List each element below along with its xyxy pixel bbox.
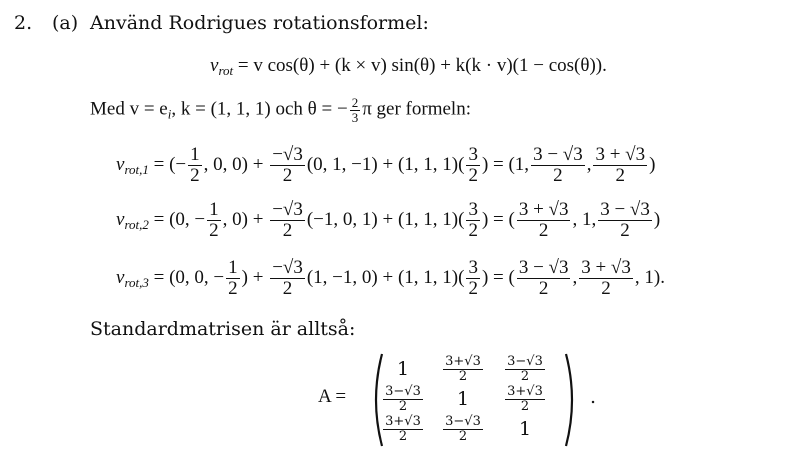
matrix-cell-3-3: 1 <box>518 418 532 440</box>
fraction: $\frac{1}{2}$ <box>209 199 219 241</box>
fraction: $\frac{3 + √3}{2}$ <box>581 257 631 299</box>
rodrigues-formula <box>210 55 607 79</box>
formula-lhs-sub: rot <box>218 63 234 78</box>
row-sep: , 1, <box>572 208 597 230</box>
matrix-cell-2-1: $\frac{3-√3}{2}$ <box>385 383 421 414</box>
row-lhs-sub: rot,3 <box>124 274 149 290</box>
fraction: $\frac{1}{2}$ <box>228 257 238 299</box>
row-lhs-v: v <box>116 208 125 230</box>
row-open: = (− <box>153 153 187 175</box>
row-sep: , <box>572 266 578 288</box>
fraction: $\frac{3 - √3}{2}$ <box>518 257 569 299</box>
intro-sub-i: i <box>167 106 172 122</box>
intro-suffix: ger formeln: <box>371 98 471 120</box>
row-end: , 1). <box>634 266 665 288</box>
row-vec: (0, 1, −1) + (1, 1, 1)( <box>306 153 465 175</box>
intro-line <box>90 96 471 124</box>
fraction: $\frac{3 - √3}{2}$ <box>533 144 583 186</box>
conclusion-text: Standardmatrisen är alltså: <box>90 318 356 340</box>
matrix <box>368 352 668 448</box>
fraction: $\frac{3}{2}$ <box>468 257 478 299</box>
matrix-cell-1-1: 1 <box>396 358 410 380</box>
row-end: ) <box>653 208 661 230</box>
intro-prefix: Med <box>90 98 125 120</box>
formula-rhs: = v cos(θ) + (k × v) sin(θ) + k(k · v)(1 − cos(θ)). <box>237 55 607 76</box>
matrix-right-paren <box>564 352 580 448</box>
intro-fraction: $\frac{2}{3}$ <box>351 95 359 125</box>
intro-assignments: v = e <box>129 98 168 120</box>
fraction: $\frac{-√3}{2}$ <box>272 199 303 241</box>
matrix-cell-3-1: $\frac{3+√3}{2}$ <box>385 413 421 444</box>
row-lhs-v: v <box>116 266 125 288</box>
computation-row-1 <box>116 145 655 186</box>
intro-k-part: , k = (1, 1, 1) och θ = − <box>171 98 348 120</box>
row-vec: (−1, 0, 1) + (1, 1, 1)( <box>306 208 465 230</box>
row-sep: , <box>586 153 592 175</box>
fraction: $\frac{3 + √3}{2}$ <box>518 199 569 241</box>
intro-pi: π <box>362 98 372 120</box>
problem-number: 2. <box>14 12 33 34</box>
matrix-grid <box>374 354 556 444</box>
row-lhs-sub: rot,2 <box>124 216 149 232</box>
row-eq: ) = ( <box>481 208 515 230</box>
row-close: , 0) + <box>222 208 264 230</box>
matrix-cell-2-3: $\frac{3+√3}{2}$ <box>507 383 543 414</box>
row-close: , 0, 0) + <box>203 153 264 175</box>
row-lhs-sub: rot,1 <box>124 161 149 177</box>
fraction: $\frac{1}{2}$ <box>190 144 200 186</box>
matrix-cell-1-3: $\frac{3-√3}{2}$ <box>507 353 543 384</box>
row-open: = (0, 0, − <box>153 266 225 288</box>
fraction: $\frac{-√3}{2}$ <box>272 257 303 299</box>
formula-lhs: v <box>210 55 219 76</box>
matrix-cell-1-2: $\frac{3+√3}{2}$ <box>445 353 481 384</box>
computation-row-3 <box>116 258 665 299</box>
fraction: $\frac{3}{2}$ <box>468 144 478 186</box>
matrix-end-period: . <box>590 386 597 408</box>
problem-title: Använd Rodrigues rotationsformel: <box>90 12 429 34</box>
row-open: = (0, − <box>153 208 206 230</box>
problem-part: (a) <box>52 12 79 34</box>
row-eq: ) = ( <box>481 266 515 288</box>
computation-row-2 <box>116 200 660 241</box>
fraction: $\frac{3 - √3}{2}$ <box>600 199 650 241</box>
matrix-label: A = <box>318 386 347 407</box>
fraction: $\frac{-√3}{2}$ <box>272 144 303 186</box>
row-vec: (1, −1, 0) + (1, 1, 1)( <box>306 266 465 288</box>
row-lhs-v: v <box>116 153 125 175</box>
matrix-cell-2-2: 1 <box>456 388 470 410</box>
fraction: $\frac{3 + √3}{2}$ <box>595 144 646 186</box>
row-eq: ) = (1, <box>481 153 530 175</box>
matrix-cell-3-2: $\frac{3-√3}{2}$ <box>445 413 481 444</box>
row-close: ) + <box>241 266 264 288</box>
row-end: ) <box>649 153 656 175</box>
fraction: $\frac{3}{2}$ <box>468 199 478 241</box>
